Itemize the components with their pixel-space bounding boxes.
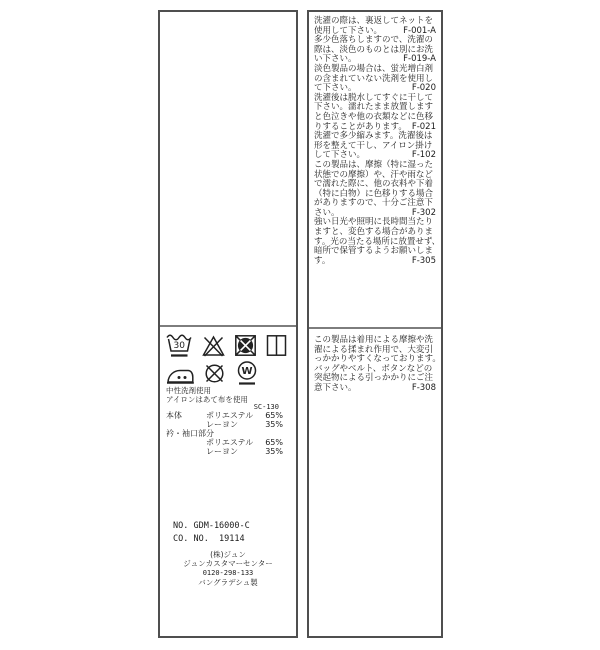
care-text-line: 際は、淡色のものとは別にお洗 [314, 44, 434, 55]
care-text-line: す。光の当たる場所に放置せず、 [314, 236, 441, 247]
care-text-line: と色泣きや他の衣類などに色移 [314, 111, 434, 122]
divider [309, 327, 441, 329]
care-text-line: 多少色落ちしますので、洗濯の [314, 35, 433, 46]
care-label-left [158, 10, 298, 638]
care-text-line: この製品は、摩擦（特に湿った [314, 159, 434, 170]
care-text-line: りすることがあります。 F-021 [314, 121, 436, 132]
care-text-line: で濡れた際に、他の衣料や下着 [314, 179, 434, 190]
company-line: (株)ジュン [210, 550, 246, 559]
care-text-line: っかかりやすくなっております。 [314, 354, 441, 365]
composition-row: レーヨン 35% [206, 420, 283, 429]
wet-clean-mild-icon [234, 360, 260, 386]
care-text-line: ますと、変色する場合がありま [314, 227, 434, 238]
care-text-line: 状態での摩擦）や、汗や雨など [314, 169, 433, 180]
care-symbols-row1 [165, 331, 288, 358]
company-line: ジュンカスタマーセンター [183, 559, 273, 569]
care-text-line: 下さい。濡れたまま放置します [314, 102, 434, 113]
do-not-bleach-icon [201, 333, 226, 358]
care-text-line: 洗濯で多少縮みます。洗濯後は [314, 131, 433, 142]
composition-row: ポリエステル 65% [206, 438, 283, 447]
care-text-line: い下さい。 F-019-A [314, 54, 436, 65]
care-instructions-block2 [314, 335, 441, 394]
item-number: NO. GDM-16000-C [173, 521, 250, 531]
care-text-line: 洗濯後は脱水してすぐに干して [314, 92, 434, 103]
care-text-line: す。 F-305 [314, 255, 436, 266]
do-not-tumble-dry-icon [233, 333, 258, 358]
care-text-line: 意下さい。 F-308 [314, 382, 436, 393]
composition-row: 衿・袖口部分 [166, 429, 214, 438]
do-not-dryclean-icon [202, 361, 227, 386]
divider [160, 325, 296, 327]
sc-code: SC-130 [253, 403, 279, 411]
care-text-line: 暗所で保管するようお願いしま [314, 246, 434, 257]
care-text-line: この製品は着用による摩擦や洗 [314, 335, 434, 345]
care-symbols-row2 [165, 360, 260, 386]
detergent-note: 中性洗剤使用 [166, 386, 211, 395]
care-text-line: て下さい。 F-020 [314, 83, 436, 94]
care-text-line: 形を整えて干し、アイロン掛け [314, 140, 433, 151]
care-text-line: （特に白物）に色移りする場合 [314, 188, 434, 199]
composition-row: レーヨン 35% [206, 447, 283, 456]
care-text-line: 洗濯の際は、裏返してネットを [314, 16, 434, 26]
care-text-line: 強い日光や照明に長時間当たり [314, 217, 434, 228]
fabric-composition-table [160, 411, 296, 456]
care-text-line: 淡色製品の場合は、蛍光増白剤 [314, 63, 434, 74]
iron-cloth-note: アイロンはあて布を使用 [166, 395, 248, 404]
care-text-line: さい。 F-302 [314, 207, 436, 218]
care-text-line: バッグやベルト、ボタンなどの [314, 363, 433, 374]
composition-row: 本体 ポリエステル 65% [166, 411, 283, 420]
company-phone: 0120-298-133 [202, 568, 254, 577]
co-number: CO. NO. 19114 [173, 534, 245, 544]
care-text-line: がありますので、十分ご注意下 [314, 198, 433, 209]
company-info-block [160, 550, 296, 587]
wash-30-mild-icon [165, 331, 194, 358]
care-text-line: 濯による揉まれ作用で、大変引 [314, 344, 433, 355]
company-line: バングラデシュ製 [198, 577, 258, 587]
care-text-line: の含まれていない洗剤を使用し [314, 73, 434, 84]
care-text-line: 使用して下さい。 F-001-A [314, 25, 436, 36]
iron-medium-icon [165, 364, 195, 386]
care-text-line: して下さい。 F-102 [314, 150, 436, 161]
svg-text:30: 30 [173, 341, 185, 351]
care-label-right [307, 10, 443, 638]
care-text-line: 突起物による引っかかりにご注 [314, 373, 434, 384]
care-instructions-block1 [314, 16, 441, 266]
line-dry-icon [265, 333, 288, 358]
svg-text:W: W [241, 366, 253, 378]
